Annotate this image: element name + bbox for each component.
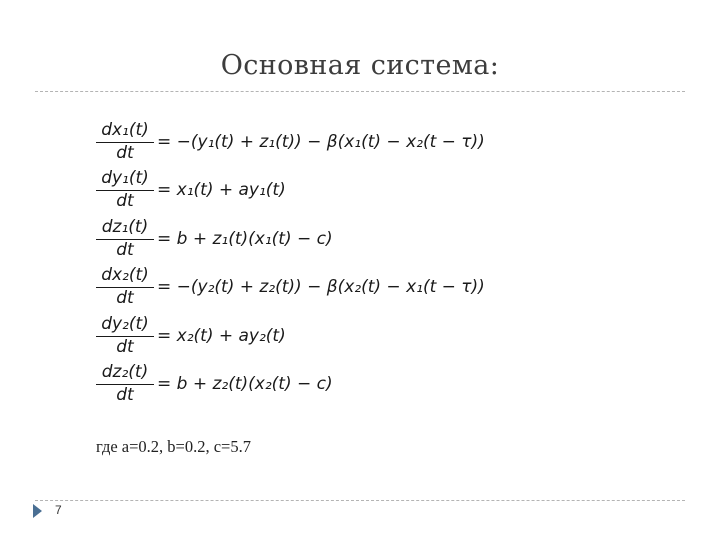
fraction-denominator: dt [116, 143, 134, 163]
equation-rhs: = x₂(t) + ay₂(t) [157, 325, 286, 346]
fraction-denominator: dt [116, 239, 134, 260]
equation-rhs: = b + z₁(t)(x₁(t) − c) [157, 228, 333, 249]
derivative-fraction [96, 362, 154, 406]
derivative-fraction [96, 314, 154, 358]
fraction-denominator: dt [116, 336, 134, 357]
footer-divider [35, 500, 685, 501]
fraction-numerator: dx₁(t) [101, 120, 149, 140]
page-number: 7 [55, 503, 62, 517]
fraction-numerator: dy₁(t) [101, 168, 149, 189]
equation-rhs: = −(y₂(t) + z₂(t)) − β(x₂(t) − x₁(t − τ)) [157, 277, 485, 298]
fraction-numerator: dy₂(t) [101, 313, 149, 334]
equation-rhs: = x₁(t) + ay₁(t) [157, 180, 286, 201]
fraction-numerator: dx₂(t) [101, 265, 149, 286]
title-divider [35, 91, 685, 92]
derivative-fraction [96, 120, 154, 164]
equation-rhs: = −(y₁(t) + z₁(t)) − β(x₁(t) − x₂(t − τ)) [157, 132, 485, 152]
derivative-fraction [96, 168, 154, 212]
fraction-denominator: dt [116, 191, 134, 212]
derivative-fraction [96, 217, 154, 261]
fraction-numerator: dz₁(t) [101, 216, 149, 237]
fraction-numerator: dz₂(t) [101, 361, 149, 382]
slide-title: Основная система: [220, 50, 500, 81]
derivative-fraction [96, 265, 154, 309]
fraction-denominator: dt [116, 288, 134, 309]
triangle-bullet-icon [33, 504, 42, 518]
fraction-denominator: dt [116, 384, 134, 405]
equation-rhs: = b + z₂(t)(x₂(t) − c) [157, 373, 333, 394]
parameter-note: где a=0.2, b=0.2, c=5.7 [96, 437, 251, 456]
